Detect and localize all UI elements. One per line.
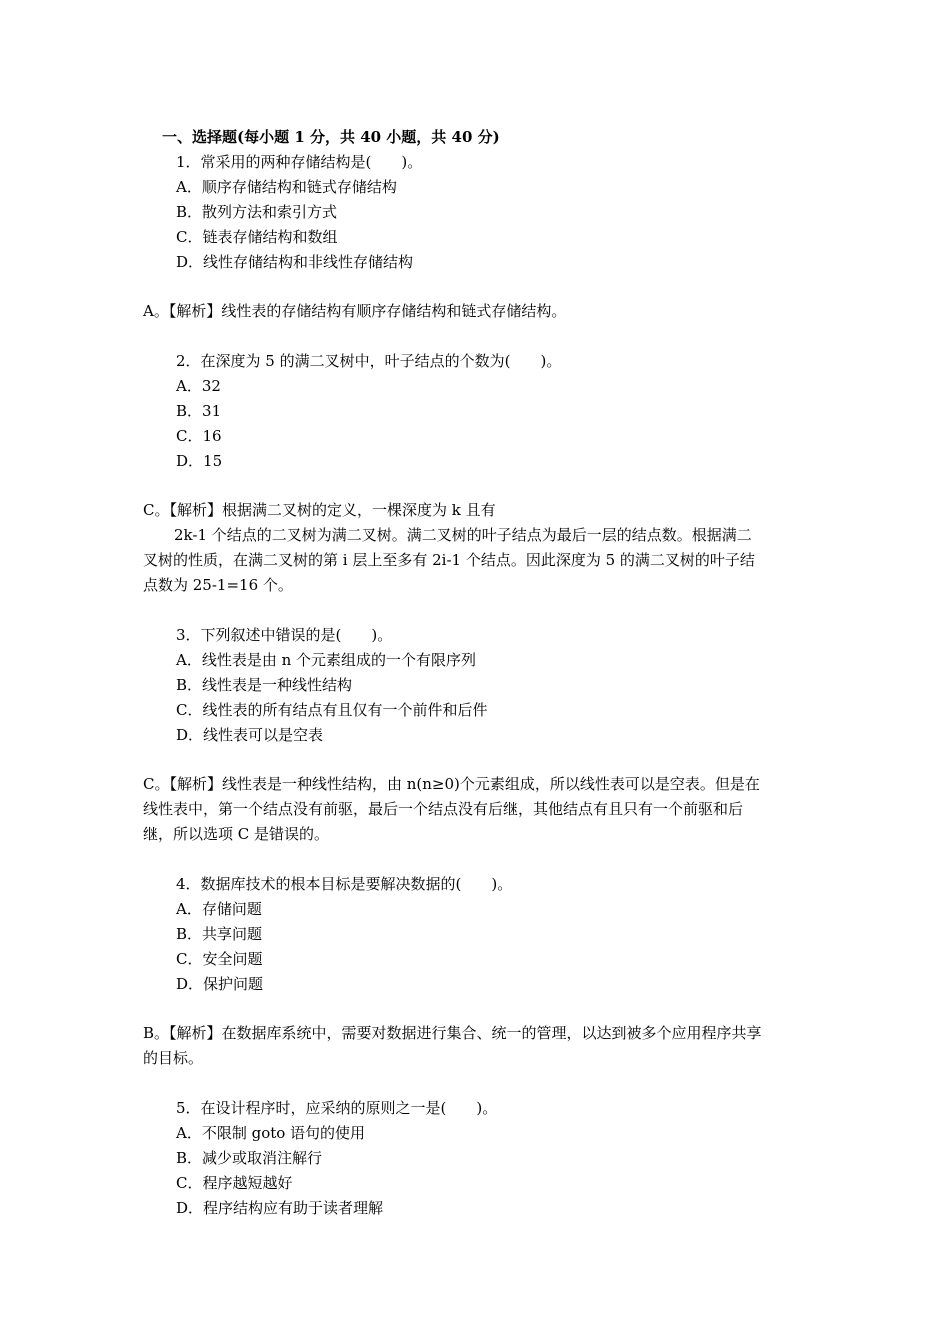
question-5-option-d: D．程序结构应有助于读者理解 xyxy=(176,1199,384,1217)
question-3-option-c: C．线性表的所有结点有且仅有一个前件和后件 xyxy=(176,701,488,719)
question-3-stem: 3．下列叙述中错误的是( )。 xyxy=(176,626,393,644)
question-3-answer-line-1: C。【解析】线性表是一种线性结构，由 n(n≥0)个元素组成，所以线性表可以是空表。但是在 xyxy=(143,775,760,793)
question-5-option-c: C．程序越短越好 xyxy=(176,1174,293,1192)
question-1-option-d: D．线性存储结构和非线性存储结构 xyxy=(176,253,414,271)
question-2-answer-line-3: 叉树的性质，在满二叉树的第 i 层上至多有 2i-1 个结点。因此深度为 5 的满二叉树的叶子结 xyxy=(143,551,755,569)
question-5-option-a: A．不限制 goto 语句的使用 xyxy=(176,1124,366,1142)
question-1-option-b: B．散列方法和索引方式 xyxy=(176,203,338,221)
question-2-answer-line-4: 点数为 25-1=16 个。 xyxy=(143,576,293,594)
question-5-option-b: B．减少或取消注解行 xyxy=(176,1149,323,1167)
question-2-stem: 2．在深度为 5 的满二叉树中，叶子结点的个数为( )。 xyxy=(176,352,562,370)
question-4-option-c: C．安全问题 xyxy=(176,950,263,968)
question-1-answer: A。【解析】线性表的存储结构有顺序存储结构和链式存储结构。 xyxy=(143,302,567,320)
question-3-answer-line-3: 继，所以选项 C 是错误的。 xyxy=(143,825,330,843)
section-title: 一、选择题(每小题 1 分，共 40 小题，共 40 分) xyxy=(162,128,500,146)
question-4-option-a: A．存储问题 xyxy=(176,900,262,918)
question-2-option-c: C．16 xyxy=(176,427,222,445)
question-3-option-d: D．线性表可以是空表 xyxy=(176,726,324,744)
question-4-stem: 4．数据库技术的根本目标是要解决数据的( )。 xyxy=(176,875,513,893)
question-2-option-a: A．32 xyxy=(176,377,221,395)
question-2-option-d: D．15 xyxy=(176,452,223,470)
question-3-answer-line-2: 线性表中，第一个结点没有前驱，最后一个结点没有后继，其他结点有且只有一个前驱和后 xyxy=(143,800,744,818)
question-2-option-b: B．31 xyxy=(176,402,222,420)
question-1-option-c: C．链表存储结构和数组 xyxy=(176,228,338,246)
question-1-option-a: A．顺序存储结构和链式存储结构 xyxy=(176,178,397,196)
question-3-option-b: B．线性表是一种线性结构 xyxy=(176,676,353,694)
question-4-option-b: B．共享问题 xyxy=(176,925,263,943)
question-1-stem: 1．常采用的两种存储结构是( )。 xyxy=(176,153,423,171)
question-2-answer-line-1: C。【解析】根据满二叉树的定义，一棵深度为 k 且有 xyxy=(143,501,496,519)
question-4-answer-line-2: 的目标。 xyxy=(143,1049,204,1067)
question-4-answer-line-1: B。【解析】在数据库系统中，需要对数据进行集合、统一的管理，以达到被多个应用程序共享 xyxy=(143,1024,762,1042)
question-2-answer-line-2: 2k-1 个结点的二叉树为满二叉树。满二叉树的叶子结点为最后一层的结点数。根据满二 xyxy=(174,526,752,544)
question-4-option-d: D．保护问题 xyxy=(176,975,264,993)
question-3-option-a: A．线性表是由 n 个元素组成的一个有限序列 xyxy=(176,651,477,669)
question-5-stem: 5．在设计程序时，应采纳的原则之一是( )。 xyxy=(176,1099,498,1117)
